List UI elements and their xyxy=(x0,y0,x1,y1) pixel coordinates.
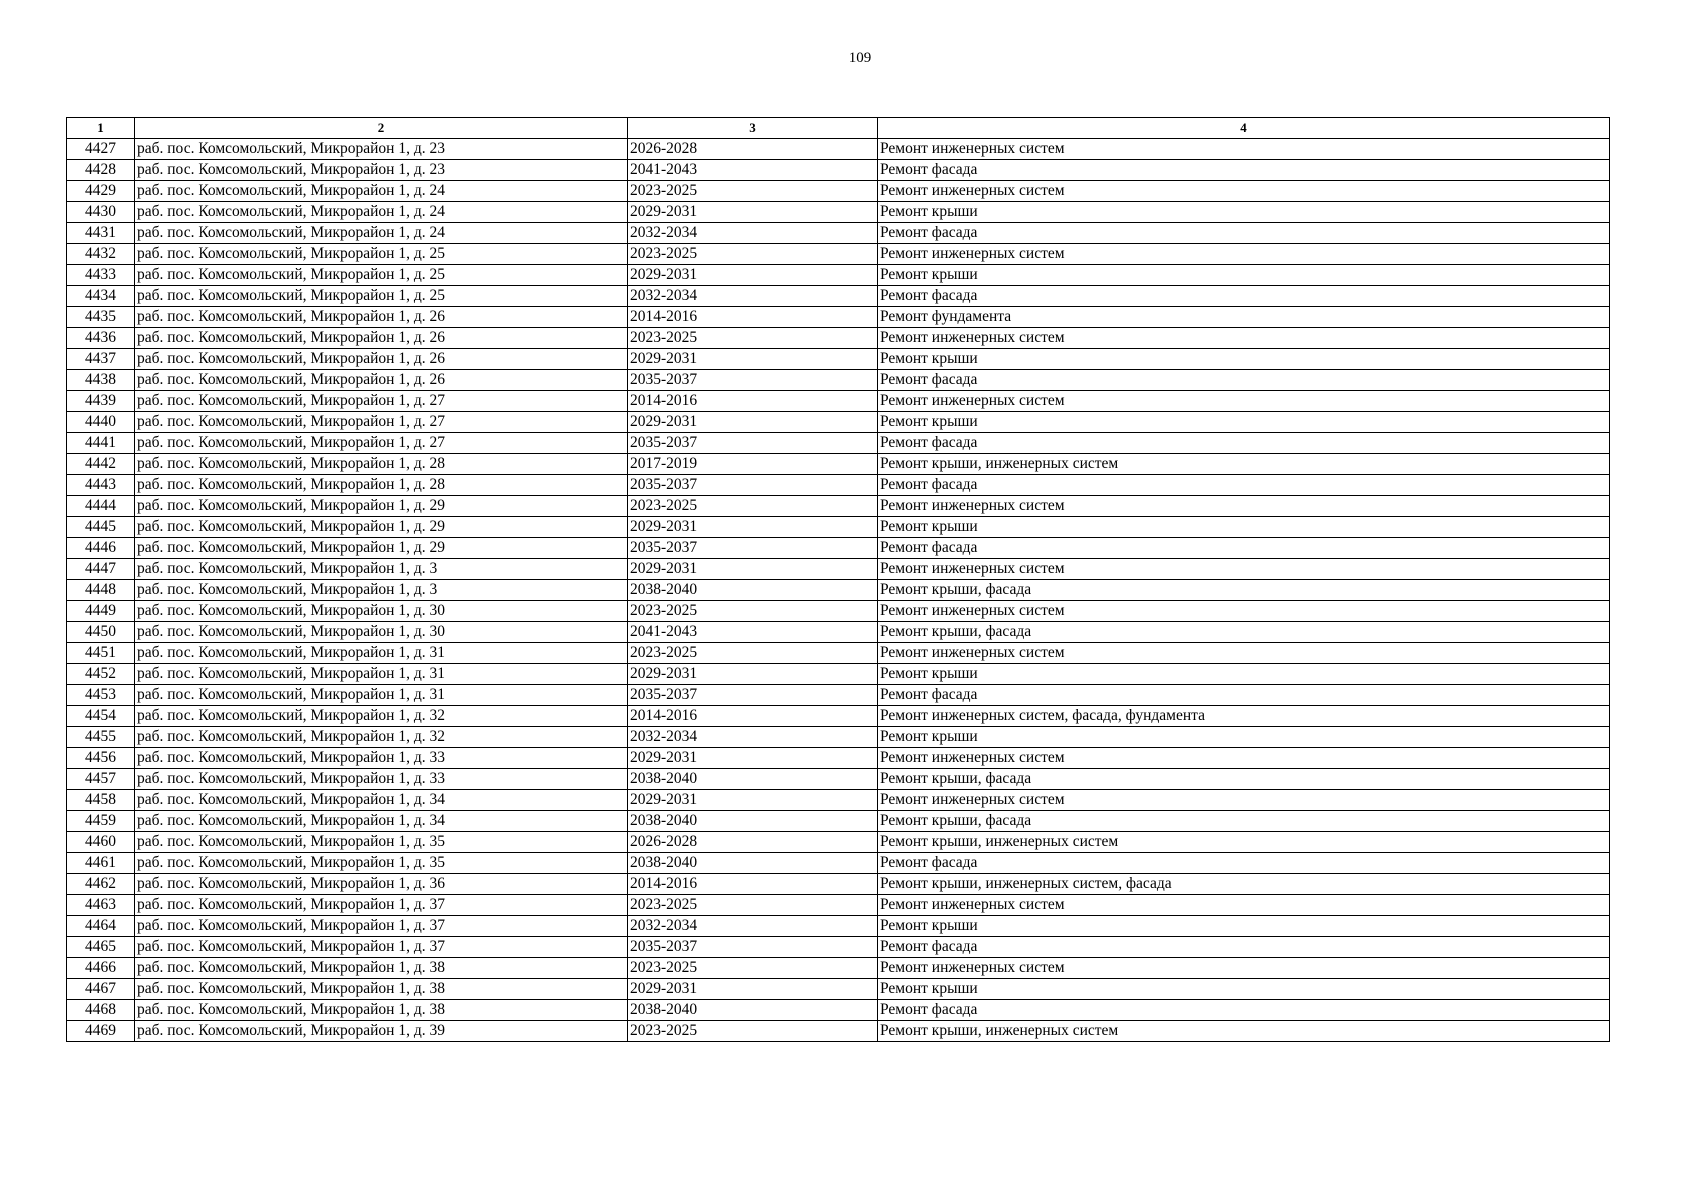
period-cell: 2023-2025 xyxy=(628,244,878,265)
row-number: 4450 xyxy=(67,622,135,643)
table-row xyxy=(67,958,1610,979)
row-number: 4468 xyxy=(67,1000,135,1021)
work-type-cell: Ремонт фасада xyxy=(878,286,1610,307)
work-type-cell: Ремонт крыши, инженерных систем xyxy=(878,454,1610,475)
address-cell: раб. пос. Комсомольский, Микрорайон 1, д. 24 xyxy=(135,223,628,244)
period-cell: 2035-2037 xyxy=(628,475,878,496)
table-row xyxy=(67,685,1610,706)
row-number: 4442 xyxy=(67,454,135,475)
period-cell: 2014-2016 xyxy=(628,874,878,895)
work-type-cell: Ремонт инженерных систем xyxy=(878,601,1610,622)
address-cell: раб. пос. Комсомольский, Микрорайон 1, д. 37 xyxy=(135,916,628,937)
work-type-cell: Ремонт инженерных систем xyxy=(878,244,1610,265)
work-type-cell: Ремонт крыши, инженерных систем xyxy=(878,1021,1610,1042)
column-header-3: 3 xyxy=(628,118,878,139)
table-row xyxy=(67,454,1610,475)
period-cell: 2029-2031 xyxy=(628,349,878,370)
row-number: 4427 xyxy=(67,139,135,160)
address-cell: раб. пос. Комсомольский, Микрорайон 1, д. 39 xyxy=(135,1021,628,1042)
work-type-cell: Ремонт фасада xyxy=(878,475,1610,496)
address-cell: раб. пос. Комсомольский, Микрорайон 1, д. 38 xyxy=(135,979,628,1000)
period-cell: 2035-2037 xyxy=(628,538,878,559)
table-row xyxy=(67,895,1610,916)
work-type-cell: Ремонт крыши xyxy=(878,727,1610,748)
work-type-cell: Ремонт крыши xyxy=(878,916,1610,937)
period-cell: 2032-2034 xyxy=(628,727,878,748)
row-number: 4435 xyxy=(67,307,135,328)
work-type-cell: Ремонт инженерных систем, фасада, фундамента xyxy=(878,706,1610,727)
address-cell: раб. пос. Комсомольский, Микрорайон 1, д. 35 xyxy=(135,853,628,874)
period-cell: 2029-2031 xyxy=(628,202,878,223)
address-cell: раб. пос. Комсомольский, Микрорайон 1, д. 23 xyxy=(135,139,628,160)
row-number: 4462 xyxy=(67,874,135,895)
period-cell: 2035-2037 xyxy=(628,433,878,454)
period-cell: 2017-2019 xyxy=(628,454,878,475)
period-cell: 2023-2025 xyxy=(628,895,878,916)
table-row xyxy=(67,538,1610,559)
address-cell: раб. пос. Комсомольский, Микрорайон 1, д. 3 xyxy=(135,580,628,601)
row-number: 4466 xyxy=(67,958,135,979)
address-cell: раб. пос. Комсомольский, Микрорайон 1, д. 31 xyxy=(135,685,628,706)
address-cell: раб. пос. Комсомольский, Микрорайон 1, д. 31 xyxy=(135,643,628,664)
table-row xyxy=(67,181,1610,202)
row-number: 4431 xyxy=(67,223,135,244)
work-type-cell: Ремонт крыши, фасада xyxy=(878,622,1610,643)
address-cell: раб. пос. Комсомольский, Микрорайон 1, д. 37 xyxy=(135,895,628,916)
period-cell: 2032-2034 xyxy=(628,223,878,244)
table-row xyxy=(67,412,1610,433)
row-number: 4460 xyxy=(67,832,135,853)
table-row xyxy=(67,475,1610,496)
row-number: 4440 xyxy=(67,412,135,433)
table-row xyxy=(67,601,1610,622)
work-type-cell: Ремонт инженерных систем xyxy=(878,391,1610,412)
address-cell: раб. пос. Комсомольский, Микрорайон 1, д. 34 xyxy=(135,790,628,811)
row-number: 4443 xyxy=(67,475,135,496)
period-cell: 2023-2025 xyxy=(628,643,878,664)
period-cell: 2026-2028 xyxy=(628,832,878,853)
work-type-cell: Ремонт инженерных систем xyxy=(878,139,1610,160)
column-header-2: 2 xyxy=(135,118,628,139)
row-number: 4463 xyxy=(67,895,135,916)
row-number: 4444 xyxy=(67,496,135,517)
address-cell: раб. пос. Комсомольский, Микрорайон 1, д. 37 xyxy=(135,937,628,958)
period-cell: 2035-2037 xyxy=(628,685,878,706)
address-cell: раб. пос. Комсомольский, Микрорайон 1, д. 34 xyxy=(135,811,628,832)
address-cell: раб. пос. Комсомольский, Микрорайон 1, д. 38 xyxy=(135,958,628,979)
address-cell: раб. пос. Комсомольский, Микрорайон 1, д. 33 xyxy=(135,748,628,769)
table-row xyxy=(67,496,1610,517)
table-row xyxy=(67,874,1610,895)
address-cell: раб. пос. Комсомольский, Микрорайон 1, д. 26 xyxy=(135,307,628,328)
work-type-cell: Ремонт крыши, фасада xyxy=(878,769,1610,790)
table-row xyxy=(67,853,1610,874)
table-row xyxy=(67,517,1610,538)
period-cell: 2032-2034 xyxy=(628,916,878,937)
table-row xyxy=(67,706,1610,727)
address-cell: раб. пос. Комсомольский, Микрорайон 1, д. 27 xyxy=(135,433,628,454)
row-number: 4441 xyxy=(67,433,135,454)
work-type-cell: Ремонт инженерных систем xyxy=(878,748,1610,769)
row-number: 4439 xyxy=(67,391,135,412)
address-cell: раб. пос. Комсомольский, Микрорайон 1, д. 25 xyxy=(135,244,628,265)
table-row xyxy=(67,328,1610,349)
table-row xyxy=(67,643,1610,664)
table-row xyxy=(67,832,1610,853)
table-row xyxy=(67,622,1610,643)
address-cell: раб. пос. Комсомольский, Микрорайон 1, д. 26 xyxy=(135,370,628,391)
period-cell: 2038-2040 xyxy=(628,769,878,790)
work-type-cell: Ремонт инженерных систем xyxy=(878,895,1610,916)
work-type-cell: Ремонт фасада xyxy=(878,853,1610,874)
table-row xyxy=(67,244,1610,265)
table-row xyxy=(67,223,1610,244)
address-cell: раб. пос. Комсомольский, Микрорайон 1, д. 28 xyxy=(135,454,628,475)
address-cell: раб. пос. Комсомольский, Микрорайон 1, д. 30 xyxy=(135,622,628,643)
row-number: 4459 xyxy=(67,811,135,832)
row-number: 4437 xyxy=(67,349,135,370)
row-number: 4438 xyxy=(67,370,135,391)
table-row xyxy=(67,370,1610,391)
address-cell: раб. пос. Комсомольский, Микрорайон 1, д. 32 xyxy=(135,727,628,748)
period-cell: 2041-2043 xyxy=(628,160,878,181)
period-cell: 2029-2031 xyxy=(628,559,878,580)
row-number: 4453 xyxy=(67,685,135,706)
work-type-cell: Ремонт крыши, фасада xyxy=(878,580,1610,601)
period-cell: 2014-2016 xyxy=(628,307,878,328)
row-number: 4447 xyxy=(67,559,135,580)
address-cell: раб. пос. Комсомольский, Микрорайон 1, д. 27 xyxy=(135,412,628,433)
address-cell: раб. пос. Комсомольский, Микрорайон 1, д. 32 xyxy=(135,706,628,727)
table-row xyxy=(67,748,1610,769)
table-row xyxy=(67,937,1610,958)
row-number: 4457 xyxy=(67,769,135,790)
row-number: 4465 xyxy=(67,937,135,958)
address-cell: раб. пос. Комсомольский, Микрорайон 1, д. 29 xyxy=(135,538,628,559)
period-cell: 2023-2025 xyxy=(628,601,878,622)
address-cell: раб. пос. Комсомольский, Микрорайон 1, д. 26 xyxy=(135,328,628,349)
table-row xyxy=(67,433,1610,454)
work-type-cell: Ремонт фасада xyxy=(878,223,1610,244)
table-row xyxy=(67,391,1610,412)
work-type-cell: Ремонт фасада xyxy=(878,370,1610,391)
work-type-cell: Ремонт крыши xyxy=(878,265,1610,286)
row-number: 4464 xyxy=(67,916,135,937)
address-cell: раб. пос. Комсомольский, Микрорайон 1, д. 38 xyxy=(135,1000,628,1021)
work-type-cell: Ремонт фасада xyxy=(878,433,1610,454)
address-cell: раб. пос. Комсомольский, Микрорайон 1, д. 25 xyxy=(135,265,628,286)
table-row xyxy=(67,559,1610,580)
work-type-cell: Ремонт фасада xyxy=(878,538,1610,559)
row-number: 4461 xyxy=(67,853,135,874)
period-cell: 2038-2040 xyxy=(628,580,878,601)
period-cell: 2029-2031 xyxy=(628,979,878,1000)
row-number: 4445 xyxy=(67,517,135,538)
period-cell: 2038-2040 xyxy=(628,811,878,832)
table-row xyxy=(67,916,1610,937)
table-row xyxy=(67,769,1610,790)
row-number: 4432 xyxy=(67,244,135,265)
table-row xyxy=(67,790,1610,811)
address-cell: раб. пос. Комсомольский, Микрорайон 1, д. 28 xyxy=(135,475,628,496)
row-number: 4429 xyxy=(67,181,135,202)
work-type-cell: Ремонт инженерных систем xyxy=(878,643,1610,664)
page-number: 109 xyxy=(848,50,872,66)
period-cell: 2023-2025 xyxy=(628,958,878,979)
period-cell: 2041-2043 xyxy=(628,622,878,643)
work-type-cell: Ремонт крыши xyxy=(878,979,1610,1000)
work-type-cell: Ремонт фасада xyxy=(878,1000,1610,1021)
table-row xyxy=(67,160,1610,181)
work-type-cell: Ремонт фасада xyxy=(878,160,1610,181)
address-cell: раб. пос. Комсомольский, Микрорайон 1, д. 31 xyxy=(135,664,628,685)
period-cell: 2029-2031 xyxy=(628,664,878,685)
row-number: 4449 xyxy=(67,601,135,622)
table-row xyxy=(67,811,1610,832)
table-row xyxy=(67,1000,1610,1021)
period-cell: 2023-2025 xyxy=(628,496,878,517)
header-row xyxy=(67,118,1610,139)
work-type-cell: Ремонт крыши, инженерных систем xyxy=(878,832,1610,853)
table-row xyxy=(67,580,1610,601)
row-number: 4448 xyxy=(67,580,135,601)
period-cell: 2029-2031 xyxy=(628,412,878,433)
row-number: 4454 xyxy=(67,706,135,727)
work-type-cell: Ремонт инженерных систем xyxy=(878,181,1610,202)
period-cell: 2038-2040 xyxy=(628,853,878,874)
table-body xyxy=(67,139,1610,1042)
address-cell: раб. пос. Комсомольский, Микрорайон 1, д. 23 xyxy=(135,160,628,181)
table-row xyxy=(67,1021,1610,1042)
row-number: 4467 xyxy=(67,979,135,1000)
table-row xyxy=(67,349,1610,370)
work-type-cell: Ремонт крыши xyxy=(878,517,1610,538)
address-cell: раб. пос. Комсомольский, Микрорайон 1, д. 3 xyxy=(135,559,628,580)
address-cell: раб. пос. Комсомольский, Микрорайон 1, д. 33 xyxy=(135,769,628,790)
work-type-cell: Ремонт инженерных систем xyxy=(878,790,1610,811)
table-row xyxy=(67,202,1610,223)
work-type-cell: Ремонт фундамента xyxy=(878,307,1610,328)
period-cell: 2014-2016 xyxy=(628,391,878,412)
period-cell: 2038-2040 xyxy=(628,1000,878,1021)
work-type-cell: Ремонт инженерных систем xyxy=(878,958,1610,979)
row-number: 4430 xyxy=(67,202,135,223)
repair-schedule-table xyxy=(66,117,1610,1042)
work-type-cell: Ремонт крыши xyxy=(878,349,1610,370)
row-number: 4458 xyxy=(67,790,135,811)
work-type-cell: Ремонт крыши xyxy=(878,202,1610,223)
address-cell: раб. пос. Комсомольский, Микрорайон 1, д. 27 xyxy=(135,391,628,412)
row-number: 4455 xyxy=(67,727,135,748)
row-number: 4452 xyxy=(67,664,135,685)
table-row xyxy=(67,286,1610,307)
period-cell: 2029-2031 xyxy=(628,748,878,769)
period-cell: 2029-2031 xyxy=(628,265,878,286)
row-number: 4451 xyxy=(67,643,135,664)
period-cell: 2032-2034 xyxy=(628,286,878,307)
table-row xyxy=(67,664,1610,685)
work-type-cell: Ремонт крыши, фасада xyxy=(878,811,1610,832)
table-row xyxy=(67,979,1610,1000)
column-header-4: 4 xyxy=(878,118,1610,139)
work-type-cell: Ремонт фасада xyxy=(878,937,1610,958)
period-cell: 2023-2025 xyxy=(628,328,878,349)
work-type-cell: Ремонт инженерных систем xyxy=(878,559,1610,580)
table-row xyxy=(67,139,1610,160)
period-cell: 2023-2025 xyxy=(628,181,878,202)
period-cell: 2035-2037 xyxy=(628,370,878,391)
work-type-cell: Ремонт крыши xyxy=(878,664,1610,685)
work-type-cell: Ремонт фасада xyxy=(878,685,1610,706)
work-type-cell: Ремонт крыши xyxy=(878,412,1610,433)
period-cell: 2014-2016 xyxy=(628,706,878,727)
address-cell: раб. пос. Комсомольский, Микрорайон 1, д. 29 xyxy=(135,517,628,538)
row-number: 4446 xyxy=(67,538,135,559)
address-cell: раб. пос. Комсомольский, Микрорайон 1, д. 26 xyxy=(135,349,628,370)
period-cell: 2029-2031 xyxy=(628,790,878,811)
table-header xyxy=(67,118,1610,139)
row-number: 4428 xyxy=(67,160,135,181)
period-cell: 2029-2031 xyxy=(628,517,878,538)
period-cell: 2023-2025 xyxy=(628,1021,878,1042)
address-cell: раб. пос. Комсомольский, Микрорайон 1, д. 24 xyxy=(135,202,628,223)
work-type-cell: Ремонт крыши, инженерных систем, фасада xyxy=(878,874,1610,895)
table-row xyxy=(67,265,1610,286)
table-row xyxy=(67,727,1610,748)
row-number: 4436 xyxy=(67,328,135,349)
column-header-1: 1 xyxy=(67,118,135,139)
work-type-cell: Ремонт инженерных систем xyxy=(878,328,1610,349)
work-type-cell: Ремонт инженерных систем xyxy=(878,496,1610,517)
address-cell: раб. пос. Комсомольский, Микрорайон 1, д. 25 xyxy=(135,286,628,307)
period-cell: 2035-2037 xyxy=(628,937,878,958)
address-cell: раб. пос. Комсомольский, Микрорайон 1, д. 36 xyxy=(135,874,628,895)
address-cell: раб. пос. Комсомольский, Микрорайон 1, д. 30 xyxy=(135,601,628,622)
row-number: 4469 xyxy=(67,1021,135,1042)
row-number: 4456 xyxy=(67,748,135,769)
address-cell: раб. пос. Комсомольский, Микрорайон 1, д. 29 xyxy=(135,496,628,517)
address-cell: раб. пос. Комсомольский, Микрорайон 1, д. 24 xyxy=(135,181,628,202)
address-cell: раб. пос. Комсомольский, Микрорайон 1, д. 35 xyxy=(135,832,628,853)
table-row xyxy=(67,307,1610,328)
period-cell: 2026-2028 xyxy=(628,139,878,160)
row-number: 4433 xyxy=(67,265,135,286)
row-number: 4434 xyxy=(67,286,135,307)
